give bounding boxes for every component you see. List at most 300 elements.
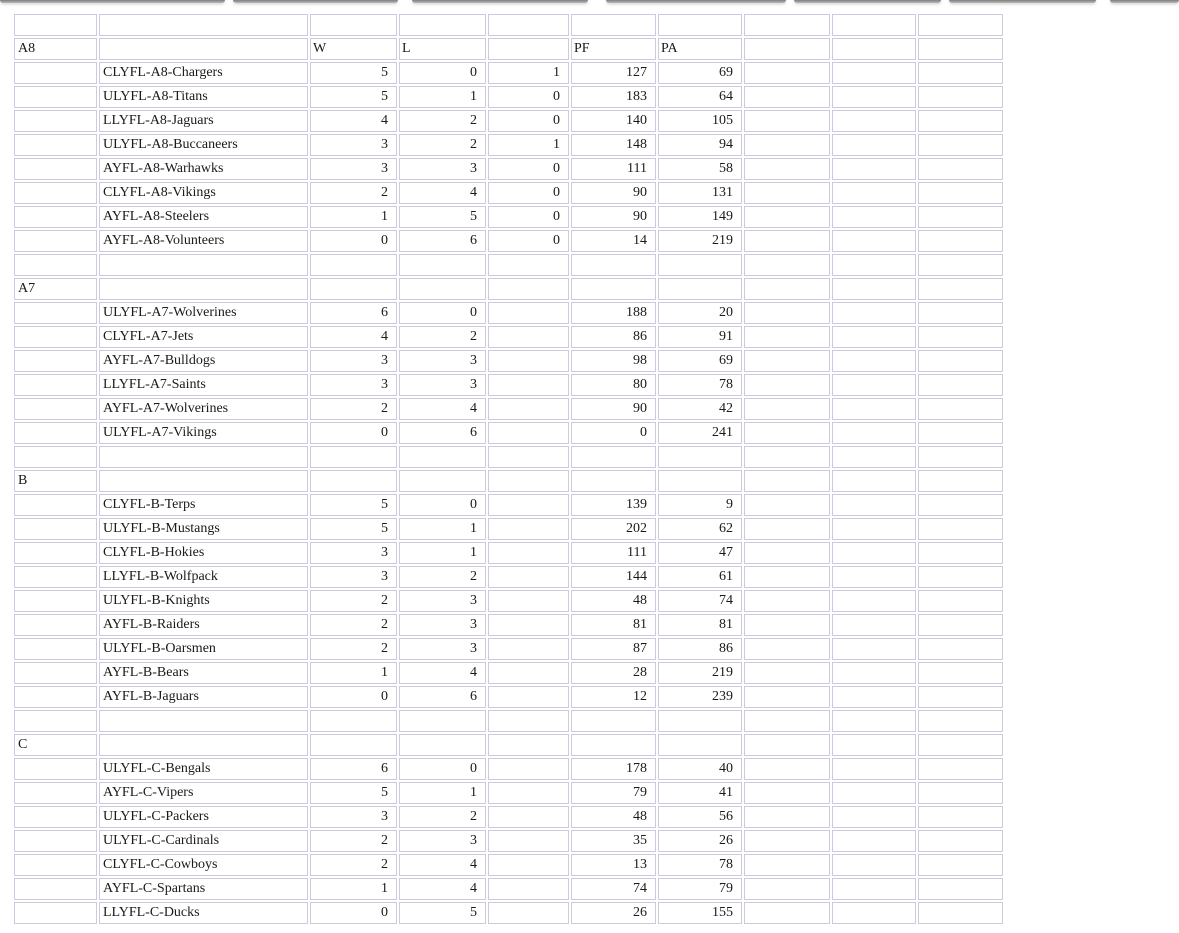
cell [14,518,97,540]
cell [832,158,916,180]
section-header-row [14,470,1003,492]
points-against-cell: 58 [658,158,742,180]
team-row [14,158,1003,180]
team-name-cell: CLYFL-B-Terps [99,494,308,516]
points-against-header-cell: PA [658,38,742,60]
cell [832,134,916,156]
cell [744,518,830,540]
cell [744,254,830,276]
points-for-cell: 12 [571,686,656,708]
cell [918,302,1003,324]
cell [744,326,830,348]
team-name-cell: ULYFL-B-Oarsmen [99,638,308,660]
cell [14,158,97,180]
team-name-cell: CLYFL-A8-Chargers [99,62,308,84]
cell [14,590,97,612]
losses-cell: 3 [399,590,486,612]
cell [918,614,1003,636]
cell [744,470,830,492]
cell [832,110,916,132]
cell [14,878,97,900]
losses-cell: 2 [399,110,486,132]
cell [488,662,569,684]
points-for-cell: 35 [571,830,656,852]
cell [488,398,569,420]
team-row [14,518,1003,540]
team-name-cell: AYFL-A7-Bulldogs [99,350,308,372]
wins-cell: 3 [310,158,397,180]
losses-cell: 2 [399,326,486,348]
cell [14,686,97,708]
wins-cell: 2 [310,638,397,660]
points-against-cell: 41 [658,782,742,804]
cell [744,494,830,516]
points-against-cell: 86 [658,638,742,660]
cell [744,878,830,900]
cell [14,446,97,468]
ties-cell: 0 [488,206,569,228]
points-for-cell: 48 [571,806,656,828]
points-against-cell: 69 [658,350,742,372]
points-for-cell: 79 [571,782,656,804]
cell [99,734,308,756]
cell [918,758,1003,780]
wins-cell: 1 [310,662,397,684]
cell [658,278,742,300]
points-against-cell: 91 [658,326,742,348]
wins-cell: 3 [310,566,397,588]
team-name-cell: ULYFL-A7-Wolverines [99,302,308,324]
points-against-cell: 47 [658,542,742,564]
section-label-cell: A8 [14,38,97,60]
cell [658,470,742,492]
team-name-cell: AYFL-A7-Wolverines [99,398,308,420]
cell [658,14,742,36]
team-name-cell: CLYFL-A7-Jets [99,326,308,348]
points-for-cell: 139 [571,494,656,516]
losses-cell: 1 [399,542,486,564]
points-for-cell: 13 [571,854,656,876]
cell [14,398,97,420]
cell [832,662,916,684]
losses-cell: 2 [399,806,486,828]
cell [832,494,916,516]
cell [99,14,308,36]
points-for-cell: 48 [571,590,656,612]
tab-strip [0,0,1179,8]
browser-tab-remnant[interactable] [949,0,1096,3]
team-row [14,566,1003,588]
cell [918,494,1003,516]
points-for-cell: 86 [571,326,656,348]
cell [918,878,1003,900]
standings-sheet [12,12,1005,926]
cell [658,254,742,276]
points-for-cell: 0 [571,422,656,444]
cell [14,566,97,588]
cell [918,662,1003,684]
points-against-cell: 78 [658,854,742,876]
losses-cell: 0 [399,302,486,324]
points-against-cell: 9 [658,494,742,516]
losses-cell: 2 [399,134,486,156]
cell [488,446,569,468]
ties-cell: 0 [488,86,569,108]
empty-row [14,710,1003,732]
losses-cell: 4 [399,182,486,204]
cell [399,470,486,492]
cell [310,446,397,468]
cell [832,254,916,276]
cell [832,38,916,60]
points-against-cell: 78 [658,374,742,396]
team-row [14,854,1003,876]
standings-table [12,12,1005,926]
cell [14,710,97,732]
wins-cell: 6 [310,758,397,780]
points-for-cell: 26 [571,902,656,924]
cell [832,590,916,612]
losses-cell: 3 [399,830,486,852]
cell [310,470,397,492]
cell [832,278,916,300]
cell [744,182,830,204]
empty-row [14,14,1003,36]
points-for-cell: 111 [571,158,656,180]
cell [488,902,569,924]
wins-cell: 1 [310,878,397,900]
cell [488,830,569,852]
wins-header-cell: W [310,38,397,60]
cell [488,566,569,588]
cell [744,158,830,180]
cell [744,278,830,300]
team-row [14,206,1003,228]
wins-cell: 5 [310,86,397,108]
cell [99,254,308,276]
cell [14,638,97,660]
team-row [14,494,1003,516]
table-body [14,14,1003,924]
browser-tab-remnant[interactable] [794,0,941,3]
cell [399,278,486,300]
points-for-cell: 90 [571,398,656,420]
cell [488,734,569,756]
wins-cell: 2 [310,590,397,612]
points-for-cell: 127 [571,62,656,84]
team-row [14,422,1003,444]
team-row [14,758,1003,780]
team-row [14,662,1003,684]
empty-row [14,446,1003,468]
cell [488,686,569,708]
cell [744,854,830,876]
cell [14,230,97,252]
section-label-cell: B [14,470,97,492]
team-name-cell: LLYFL-C-Ducks [99,902,308,924]
cell [14,758,97,780]
cell [488,758,569,780]
wins-cell: 1 [310,206,397,228]
points-for-cell: 90 [571,182,656,204]
cell [918,374,1003,396]
team-row [14,302,1003,324]
cell [832,638,916,660]
cell [14,494,97,516]
points-against-cell: 131 [658,182,742,204]
team-name-cell: AYFL-A8-Warhawks [99,158,308,180]
browser-tab-remnant[interactable] [233,0,398,3]
losses-cell: 0 [399,62,486,84]
cell [744,710,830,732]
cell [399,14,486,36]
points-for-cell: 28 [571,662,656,684]
cell [832,14,916,36]
cell [488,806,569,828]
cell [918,110,1003,132]
cell [488,350,569,372]
cell [832,830,916,852]
cell [832,374,916,396]
team-name-cell: CLYFL-C-Cowboys [99,854,308,876]
points-for-cell: 202 [571,518,656,540]
cell [744,902,830,924]
team-row [14,110,1003,132]
points-against-cell: 94 [658,134,742,156]
cell [918,686,1003,708]
cell [571,734,656,756]
points-for-cell: 144 [571,566,656,588]
browser-tab-remnant[interactable] [1110,0,1179,3]
cell [571,278,656,300]
team-name-cell: AYFL-B-Jaguars [99,686,308,708]
cell [744,590,830,612]
team-row [14,230,1003,252]
team-row [14,134,1003,156]
team-name-cell: AYFL-A8-Volunteers [99,230,308,252]
losses-cell: 6 [399,686,486,708]
points-against-cell: 56 [658,806,742,828]
cell [832,230,916,252]
points-against-cell: 42 [658,398,742,420]
cell [14,614,97,636]
cell [832,806,916,828]
points-for-cell: 188 [571,302,656,324]
wins-cell: 5 [310,62,397,84]
cell [744,662,830,684]
ties-cell: 0 [488,158,569,180]
losses-cell: 3 [399,350,486,372]
cell [488,254,569,276]
team-name-cell: ULYFL-B-Mustangs [99,518,308,540]
points-for-cell: 178 [571,758,656,780]
points-for-cell: 87 [571,638,656,660]
cell [99,446,308,468]
losses-cell: 5 [399,902,486,924]
cell [744,830,830,852]
section-label-cell: C [14,734,97,756]
browser-tab-remnant[interactable] [606,0,786,3]
cell [918,230,1003,252]
team-name-cell: AYFL-B-Bears [99,662,308,684]
losses-cell: 4 [399,398,486,420]
cell [832,734,916,756]
losses-cell: 3 [399,638,486,660]
losses-cell: 4 [399,878,486,900]
losses-cell: 1 [399,86,486,108]
cell [14,806,97,828]
cell [832,566,916,588]
cell [918,254,1003,276]
cell [488,422,569,444]
cell [14,134,97,156]
cell [832,542,916,564]
cell [488,278,569,300]
wins-cell: 5 [310,782,397,804]
team-name-cell: ULYFL-C-Cardinals [99,830,308,852]
cell [14,110,97,132]
losses-cell: 5 [399,206,486,228]
cell [14,62,97,84]
cell [488,518,569,540]
team-row [14,878,1003,900]
section-header-row [14,734,1003,756]
browser-tab-remnant[interactable] [0,0,225,3]
points-against-cell: 219 [658,662,742,684]
cell [918,86,1003,108]
wins-cell: 0 [310,422,397,444]
cell [14,902,97,924]
wins-cell: 5 [310,518,397,540]
cell [14,326,97,348]
cell [488,878,569,900]
cell [918,806,1003,828]
cell [310,710,397,732]
cell [14,422,97,444]
cell [918,326,1003,348]
cell [310,278,397,300]
cell [832,902,916,924]
cell [744,566,830,588]
points-for-cell: 90 [571,206,656,228]
cell [488,374,569,396]
team-name-cell: AYFL-C-Vipers [99,782,308,804]
losses-cell: 0 [399,758,486,780]
losses-cell: 3 [399,158,486,180]
cell [488,542,569,564]
team-name-cell: ULYFL-A8-Buccaneers [99,134,308,156]
points-against-cell: 61 [658,566,742,588]
cell [832,350,916,372]
team-name-cell: ULYFL-C-Packers [99,806,308,828]
cell [744,758,830,780]
points-against-cell: 20 [658,302,742,324]
team-row [14,686,1003,708]
points-for-cell: 74 [571,878,656,900]
cell [918,710,1003,732]
wins-cell: 6 [310,302,397,324]
cell [99,710,308,732]
cell [744,302,830,324]
section-header-row [14,38,1003,60]
cell [744,62,830,84]
cell [744,542,830,564]
points-for-cell: 81 [571,614,656,636]
wins-cell: 3 [310,374,397,396]
browser-tab-remnant[interactable] [412,0,588,3]
cell [399,710,486,732]
cell [832,422,916,444]
cell [99,38,308,60]
cell [14,830,97,852]
cell [744,782,830,804]
cell [488,38,569,60]
losses-cell: 0 [399,494,486,516]
cell [488,590,569,612]
cell [488,470,569,492]
cell [571,14,656,36]
cell [832,302,916,324]
empty-row [14,254,1003,276]
cell [488,782,569,804]
points-against-cell: 155 [658,902,742,924]
cell [918,350,1003,372]
cell [14,350,97,372]
losses-cell: 4 [399,662,486,684]
cell [488,854,569,876]
team-name-cell: ULYFL-B-Knights [99,590,308,612]
cell [14,854,97,876]
cell [832,710,916,732]
wins-cell: 2 [310,854,397,876]
cell [918,446,1003,468]
cell [918,734,1003,756]
cell [744,614,830,636]
cell [744,134,830,156]
losses-cell: 2 [399,566,486,588]
team-row [14,374,1003,396]
cell [918,542,1003,564]
cell [14,254,97,276]
cell [832,782,916,804]
cell [918,590,1003,612]
points-against-cell: 64 [658,86,742,108]
cell [744,734,830,756]
cell [488,638,569,660]
wins-cell: 2 [310,614,397,636]
cell [918,470,1003,492]
cell [99,470,308,492]
team-name-cell: ULYFL-A7-Vikings [99,422,308,444]
cell [99,278,308,300]
points-against-cell: 239 [658,686,742,708]
team-name-cell: AYFL-A8-Steelers [99,206,308,228]
team-row [14,638,1003,660]
cell [918,398,1003,420]
team-name-cell: LLYFL-A7-Saints [99,374,308,396]
losses-cell: 4 [399,854,486,876]
cell [832,854,916,876]
points-against-cell: 241 [658,422,742,444]
cell [918,830,1003,852]
cell [744,38,830,60]
cell [918,782,1003,804]
team-name-cell: ULYFL-C-Bengals [99,758,308,780]
cell [918,638,1003,660]
cell [918,566,1003,588]
cell [918,182,1003,204]
ties-cell: 1 [488,134,569,156]
